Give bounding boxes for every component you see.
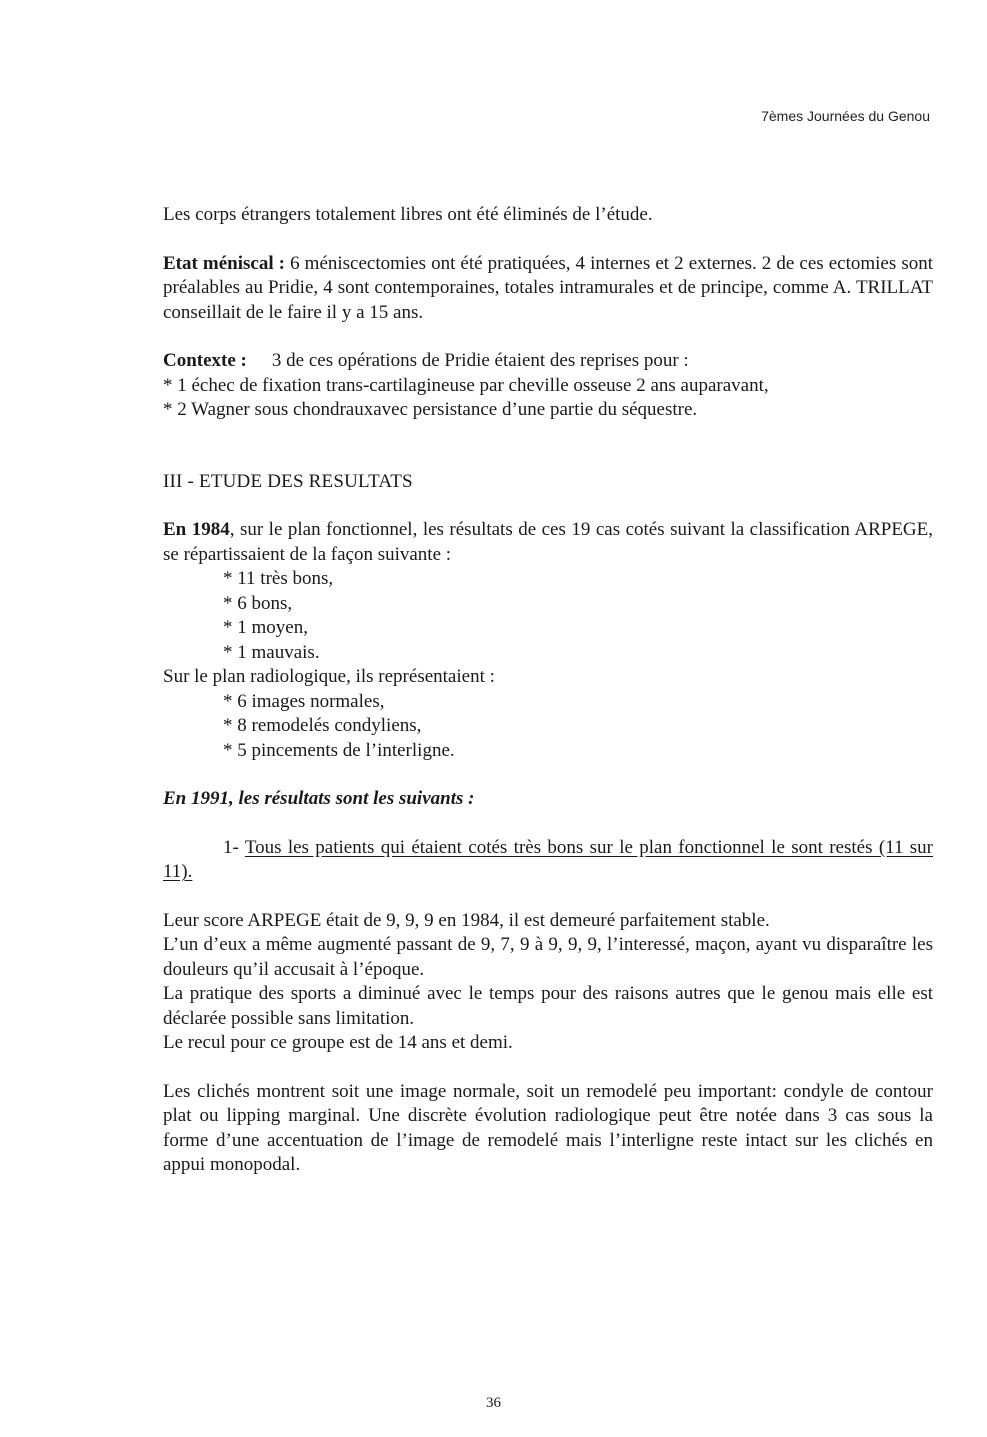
- cliches-paragraph: Les clichés montrent soit une image normale, soit un remodelé peu important: condyle de contour plat ou lipping marginal. Une discrète évolution radiologique peut être notée dans 3 cas sous la forme d’une accentuation de l’image de remodelé mais l’interligne reste intact sur les clichés en appui monopodal.: [163, 1080, 933, 1175]
- score-block: [163, 909, 933, 1056]
- intro-paragraph: Les corps étrangers totalement libres ont été éliminés de l’étude.: [163, 204, 653, 225]
- page-body: [163, 203, 933, 1178]
- score-line: La pratique des sports a diminué avec le temps pour des raisons autres que le genou mais elle est déclarée possible sans limitation.: [163, 983, 933, 1029]
- section-heading: III - ETUDE DES RESULTATS: [163, 470, 413, 492]
- radiological-item: * 5 pincements de l’interligne.: [223, 739, 455, 761]
- functional-item: * 1 mauvais.: [223, 641, 320, 663]
- results-1984-label: En 1984: [163, 519, 230, 540]
- score-line: Le recul pour ce groupe est de 14 ans et demi.: [163, 1032, 513, 1053]
- point-1-paragraph: [163, 836, 933, 885]
- results-1984-block: [163, 518, 933, 763]
- radiological-item: * 8 remodelés condyliens,: [223, 715, 422, 736]
- results-1984-paragraph: [163, 518, 933, 567]
- contexte-line: [163, 349, 933, 374]
- page-number: 36: [486, 1395, 501, 1411]
- functional-item: * 6 bons,: [223, 592, 293, 614]
- contexte-block: [163, 349, 933, 423]
- score-line: Leur score ARPEGE était de 9, 9, 9 en 1984, il est demeuré parfaitement stable.: [163, 909, 770, 931]
- contexte-text: 3 de ces opérations de Pridie étaient des reprises pour :: [271, 350, 689, 371]
- point-1-text: Tous les patients qui étaient cotés très bons sur le plan fonctionnel le sont restés (11 sur 11).: [163, 836, 934, 882]
- radiological-item: * 6 images normales,: [223, 690, 385, 712]
- etat-meniscal-label: Etat méniscal :: [163, 252, 286, 274]
- etat-meniscal-text: 6 méniscectomies ont été pratiquées, 4 internes et 2 externes. 2 de ces ectomies sont préalables au Pridie, 4 sont contemporaines, totales intramurales et de principe, comme A. TRILLAT conseillait de le faire il y a 15 ans.: [163, 252, 933, 323]
- contexte-label: Contexte :: [163, 350, 247, 371]
- functional-item: * 11 très bons,: [223, 568, 334, 589]
- results-1984-text: , sur le plan fonctionnel, les résultats de ces 19 cas cotés suivant la classification ARPEGE, se répartissaient de la façon suivante :: [163, 519, 933, 565]
- contexte-item: * 1 échec de fixation trans-cartilagineuse par cheville osseuse 2 ans auparavant,: [163, 374, 769, 396]
- contexte-item: * 2 Wagner sous chondrauxavec persistance d’une partie du séquestre.: [163, 399, 698, 420]
- functional-item: * 1 moyen,: [223, 617, 308, 638]
- score-line: L’un d’eux a même augmenté passant de 9, 7, 9 à 9, 9, 9, l’interessé, maçon, ayant vu disparaître les douleurs qu’il accusait à l’époque.: [163, 934, 933, 980]
- running-header: 7èmes Journées du Genou: [761, 108, 930, 124]
- etat-meniscal-paragraph: [163, 252, 933, 326]
- radiological-intro: Sur le plan radiologique, ils représentaient :: [163, 666, 495, 687]
- point-1-number: 1-: [223, 836, 245, 858]
- results-1991-heading: En 1991, les résultats sont les suivants :: [163, 788, 475, 809]
